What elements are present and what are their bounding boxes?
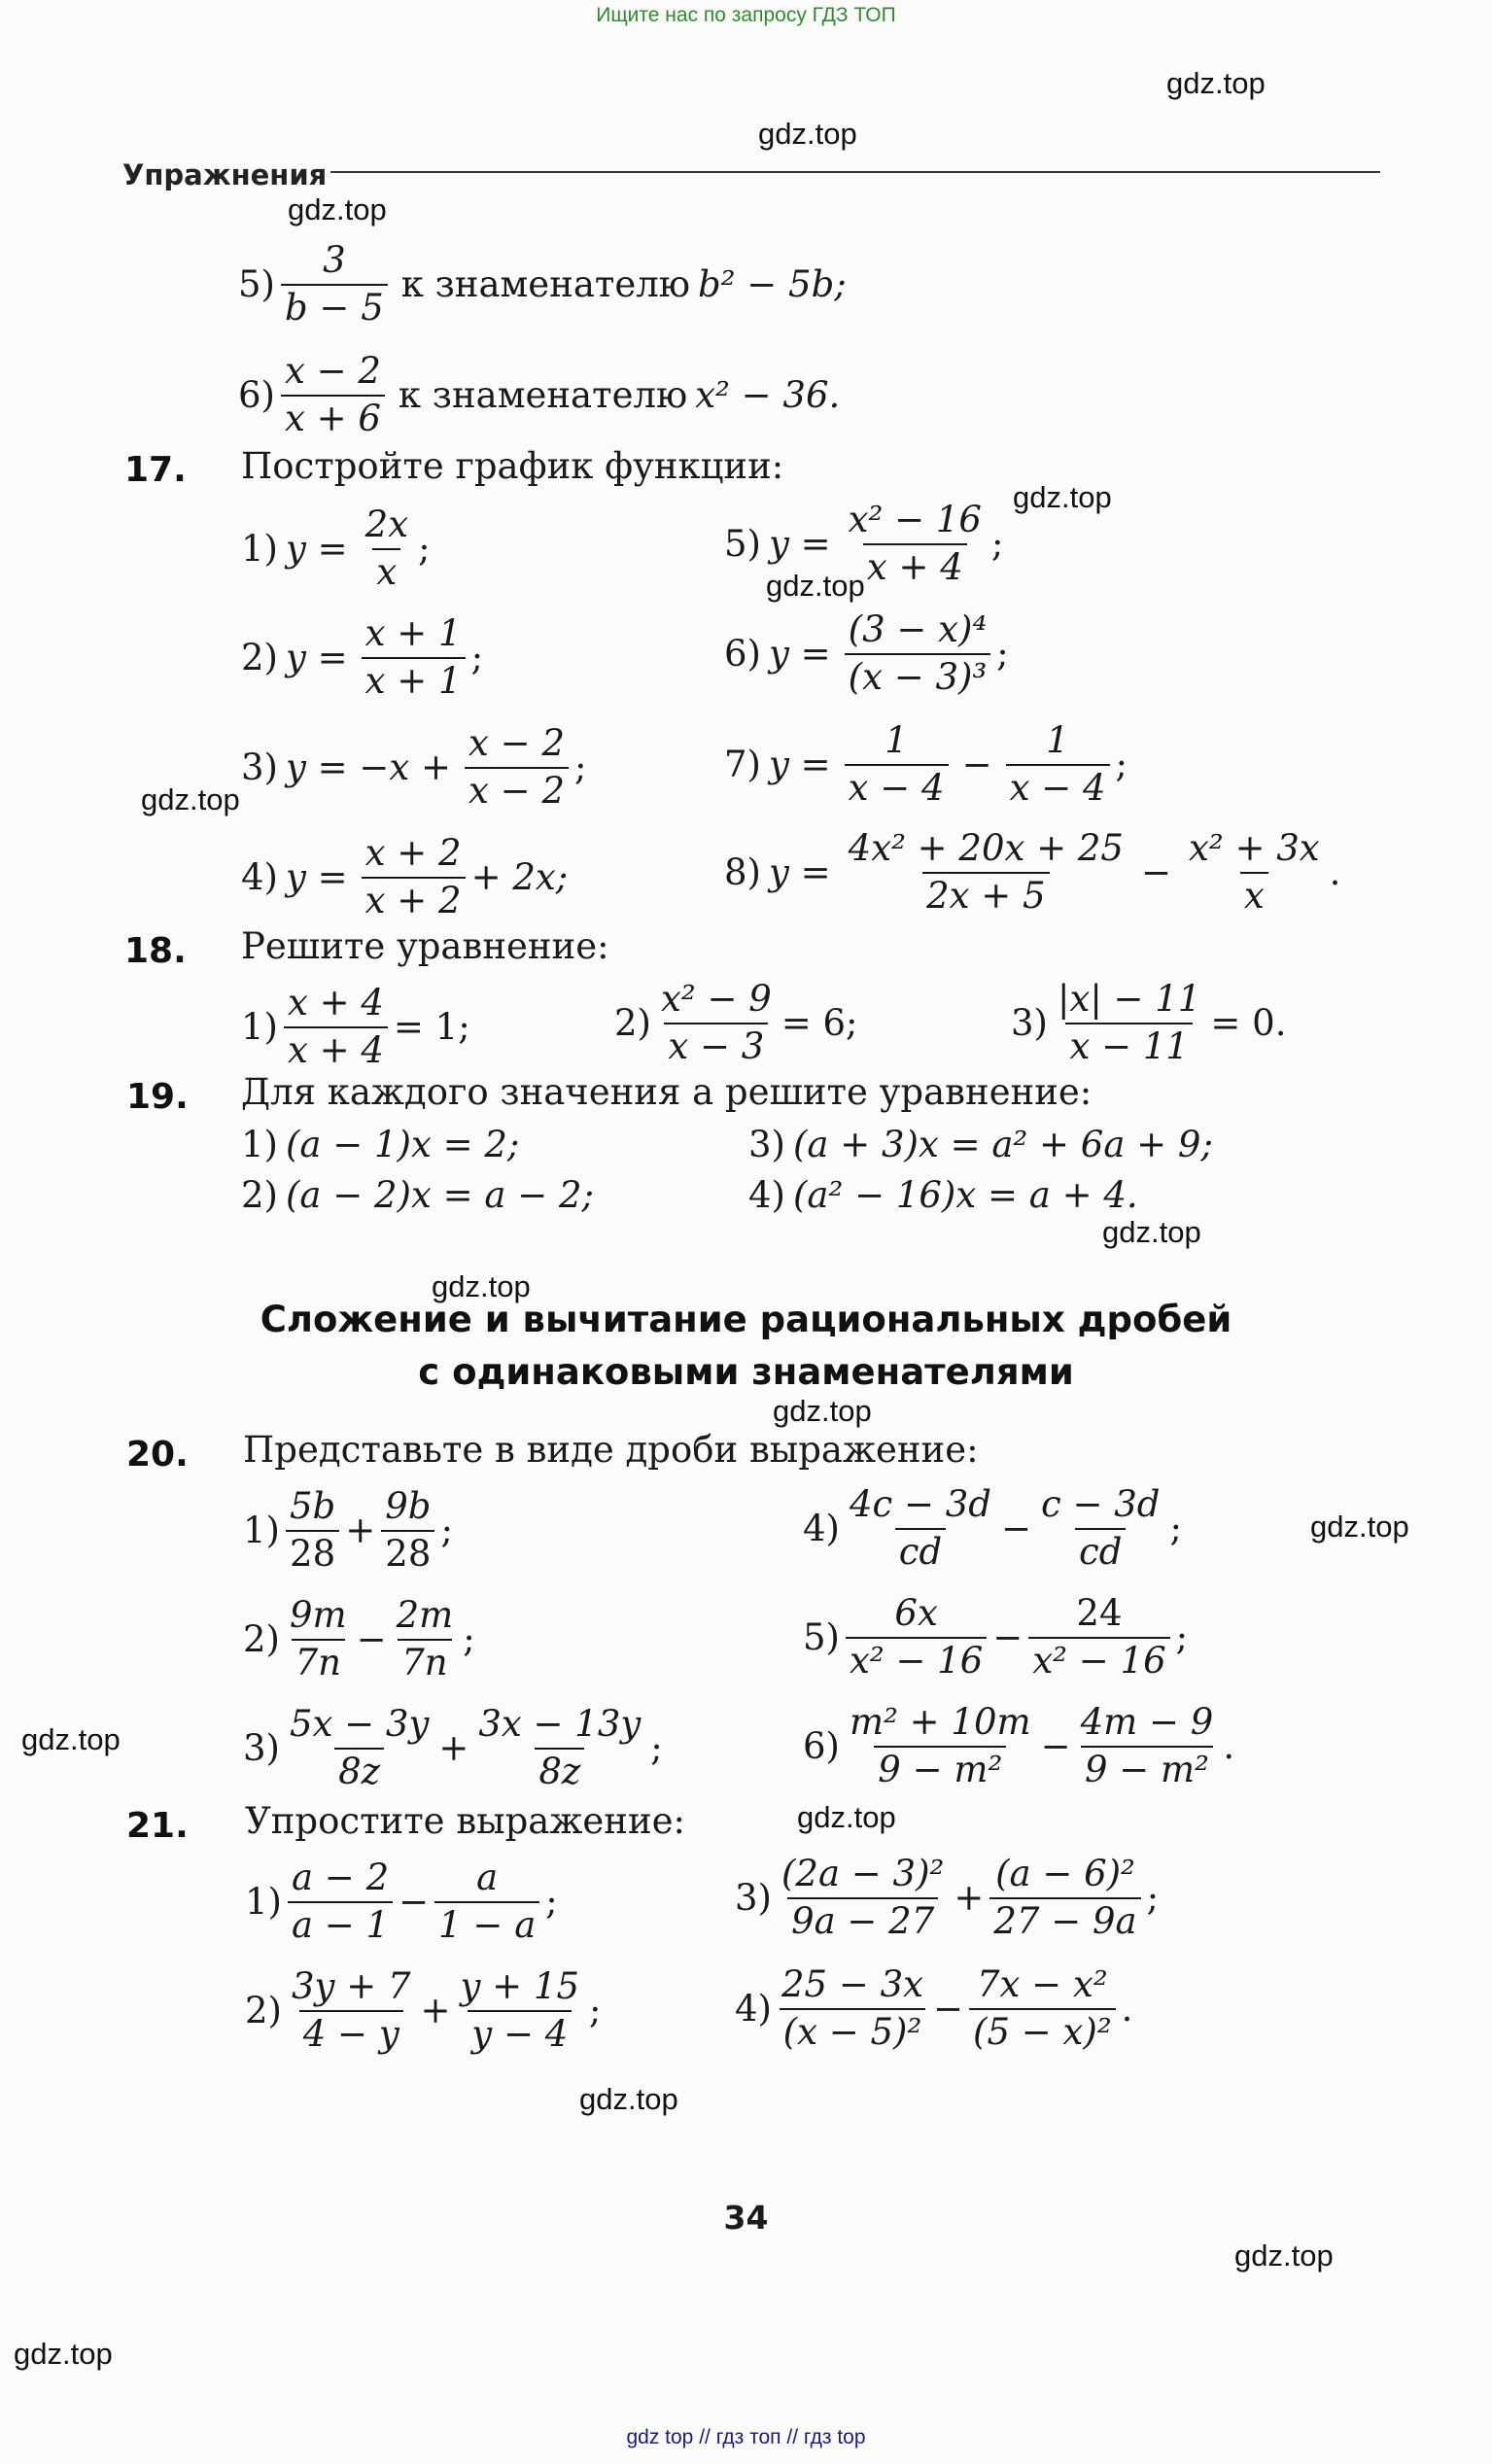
ex19-item: 1) (a − 1)x = 2; xyxy=(241,1124,520,1165)
ex20-item: 2) 9m 7n − $\frac{2m}{7n}$ ; xyxy=(243,1594,475,1683)
fraction: $\frac{\text{x² − 9}}{x - 3}$ xyxy=(660,978,772,1067)
ex17-item: 5) y = $\frac{\text{x² − 16}}{x + 4}$ ; xyxy=(724,499,1004,588)
fraction: $\frac{3x - 13y}{8z}$ xyxy=(478,1703,642,1792)
ex17-item: 8) y = $\frac{\text{4x² + 20x + 25}}{2x + 5}$ − $\frac{\text{x² + 3x}}{x}$ . xyxy=(724,827,1341,917)
fraction: $\frac{1}{x - 4}$ xyxy=(1006,721,1110,808)
watermark: gdz.top xyxy=(1310,1510,1409,1544)
ex20-item: 1) 5b 28 + $\frac{9b}{28}$ ; xyxy=(243,1485,453,1575)
ex20-item: 3) 5x − 3y 8z + $\frac{3x - 13y}{8z}$ ; xyxy=(243,1703,663,1792)
watermark: gdz.top xyxy=(432,1269,531,1303)
fraction: $\frac{\text{x² − 16}}{x + 4}$ xyxy=(848,499,982,588)
exercise-task: Для каждого значения a решите уравнение: xyxy=(241,1071,1093,1113)
ex20-item: 4) 4c − 3d cd − $\frac{c - 3d}{cd}$ ; xyxy=(803,1483,1182,1573)
exercise-number: 20. xyxy=(126,1435,189,1475)
exercise-task: Представьте в виде дроби выражение: xyxy=(243,1429,979,1471)
fraction: 9m 7n xyxy=(289,1594,347,1683)
page-number: 34 xyxy=(723,2199,769,2237)
ex17-item: 6) y = $\frac{\text{(3 − x)⁴}}{\text{(x − 3)³}}$ ; xyxy=(724,608,1009,698)
exercise-number: 17. xyxy=(124,450,187,490)
fraction: $\frac{x - 2}{x - 2}$ xyxy=(465,724,569,811)
ex17-item: 3) y = −x + $\frac{x - 2}{x - 2}$ ; xyxy=(241,722,587,812)
ex21-item: 4) 25 − 3x (x − 5)² − $\frac{\text{7x − x²}}{\text{(5 − x)²}}$ . xyxy=(735,1963,1133,2053)
ex17-item: 1) y = $\frac{2x}{x}$ ; xyxy=(241,503,431,593)
fraction: $\frac{y + 15}{y - 4}$ xyxy=(460,1965,580,2055)
exercise-task: Постройте график функции: xyxy=(241,445,784,487)
fraction: 25 − 3x (x − 5)² xyxy=(778,1965,927,2052)
fraction: $\frac{x + 1}{x + 1}$ xyxy=(362,614,466,701)
watermark: gdz.top xyxy=(21,1722,121,1756)
fraction: $\frac{\text{x² + 3x}}{x}$ xyxy=(1189,827,1320,917)
fraction: $\frac{c - 3d}{cd}$ xyxy=(1041,1483,1161,1573)
exercise-number: 18. xyxy=(124,931,187,971)
fraction: $\frac{2m}{7n}$ xyxy=(396,1594,454,1683)
ex17-item: 2) y = $\frac{x + 1}{x + 1}$ ; xyxy=(241,612,484,702)
ex16-item-5: 5) 3 b − 5 к знаменателю b² − 5b; xyxy=(238,239,847,329)
ex18-item: 3) $\frac{|x| - 11}{x - 11}$ = 0. xyxy=(1011,978,1287,1067)
section-title-line2: с одинаковыми знаменателями xyxy=(418,1351,1074,1393)
ex20-item: 6) m² + 10m 9 − m² − $\frac{4m - 9}{\text{9 − m²}}$ . xyxy=(803,1701,1235,1790)
watermark: gdz.top xyxy=(1166,66,1266,100)
section-header-label: Упражнения xyxy=(122,158,328,191)
exercise-number: 19. xyxy=(126,1077,189,1117)
ex21-item: 2) 3y + 7 4 − y + $\frac{y + 15}{y - 4}$ ; xyxy=(245,1965,602,2055)
fraction: (2a − 3)² 9a − 27 xyxy=(781,1853,945,1942)
ex18-item: 1) $\frac{x + 4}{x + 4}$ = 1; xyxy=(241,982,470,1071)
fraction: $\frac{4m - 9}{\text{9 − m²}}$ xyxy=(1080,1701,1214,1790)
fraction: x − 2 x + 6 xyxy=(281,352,385,438)
top-note[interactable]: Ищите нас по запросу ГДЗ ТОП xyxy=(596,4,896,26)
watermark: gdz.top xyxy=(1013,480,1112,514)
watermark: gdz.top xyxy=(797,1800,896,1834)
watermark: gdz.top xyxy=(1234,2238,1334,2273)
ex17-item: 4) y = $\frac{x + 2}{x + 2}$ + 2x; xyxy=(241,832,569,921)
fraction: $\frac{9b}{28}$ xyxy=(381,1487,434,1574)
ex21-item: 1) a − 2 a − 1 − $\frac{a}{1 - a}$ ; xyxy=(245,1857,558,1946)
watermark: gdz.top xyxy=(758,117,857,151)
fraction: 3 b − 5 xyxy=(281,241,388,328)
section-title-line1: Сложение и вычитание рациональных дробей xyxy=(260,1299,1232,1340)
ex21-item: 3) (2a − 3)² 9a − 27 + $\frac{\text{(a − 6)²}}{27 - 9a}$ ; xyxy=(735,1853,1160,1942)
fraction: $\frac{|x| - 11}{x - 11}$ xyxy=(1057,978,1201,1067)
ex16-item-6: 6) x − 2 x + 6 к знаменателю x² − 36. xyxy=(238,350,841,439)
ex20-item: 5) 6x x² − 16 − $\frac{24}{\text{x² − 16}}$ ; xyxy=(803,1592,1189,1682)
watermark: gdz.top xyxy=(579,2082,678,2116)
header-rule xyxy=(330,171,1380,173)
fraction: $\frac{x + 4}{x + 4}$ xyxy=(284,984,388,1070)
fraction: $\frac{\text{(a − 6)²}}{27 - 9a}$ xyxy=(989,1855,1140,1941)
fraction: 4c − 3d cd xyxy=(849,1483,991,1573)
fraction: a − 2 a − 1 xyxy=(288,1858,393,1945)
watermark: gdz.top xyxy=(773,1394,872,1428)
fraction: 6x x² − 16 xyxy=(846,1594,987,1681)
fraction: 5b 28 xyxy=(286,1487,339,1574)
fraction: $\frac{2x}{x}$ xyxy=(364,503,409,593)
watermark: gdz.top xyxy=(1102,1215,1201,1249)
ex17-item: 7) y = $\frac{1}{x - 4}$ − $\frac{1}{x - 4}$ ; xyxy=(724,719,1128,809)
fraction: $\frac{x + 2}{x + 2}$ xyxy=(362,834,466,920)
watermark: gdz.top xyxy=(141,782,240,816)
watermark: gdz.top xyxy=(766,569,865,603)
fraction: 3y + 7 4 − y xyxy=(291,1965,411,2055)
fraction: m² + 10m 9 − m² xyxy=(849,1701,1031,1790)
ex19-item: 2) (a − 2)x = a − 2; xyxy=(241,1174,594,1216)
ex18-item: 2) $\frac{\text{x² − 9}}{x - 3}$ = 6; xyxy=(614,978,858,1067)
fraction: $\frac{\text{(3 − x)⁴}}{\text{(x − 3)³}}$ xyxy=(845,610,991,697)
fraction: 5x − 3y 8z xyxy=(289,1703,430,1792)
exercise-task: Упростите выражение: xyxy=(245,1800,685,1842)
ex19-item: 4) (a² − 16)x = a + 4. xyxy=(748,1174,1138,1216)
watermark: gdz.top xyxy=(14,2337,113,2371)
fraction: $\frac{24}{\text{x² − 16}}$ xyxy=(1028,1594,1169,1681)
ex19-item: 3) (a + 3)x = a² + 6a + 9; xyxy=(748,1124,1213,1165)
fraction: $\frac{\text{4x² + 20x + 25}}{2x + 5}$ xyxy=(848,827,1124,917)
fraction: $\frac{\text{7x − x²}}{\text{(5 − x)²}}$ xyxy=(969,1965,1116,2052)
watermark: gdz.top xyxy=(288,192,387,226)
fraction: $\frac{1}{x - 4}$ xyxy=(845,721,949,808)
exercise-number: 21. xyxy=(126,1806,189,1846)
bottom-note[interactable]: gdz top // гдз топ // гдз top xyxy=(626,2426,866,2448)
fraction: $\frac{a}{1 - a}$ xyxy=(434,1858,539,1945)
exercise-task: Решите уравнение: xyxy=(241,925,609,967)
